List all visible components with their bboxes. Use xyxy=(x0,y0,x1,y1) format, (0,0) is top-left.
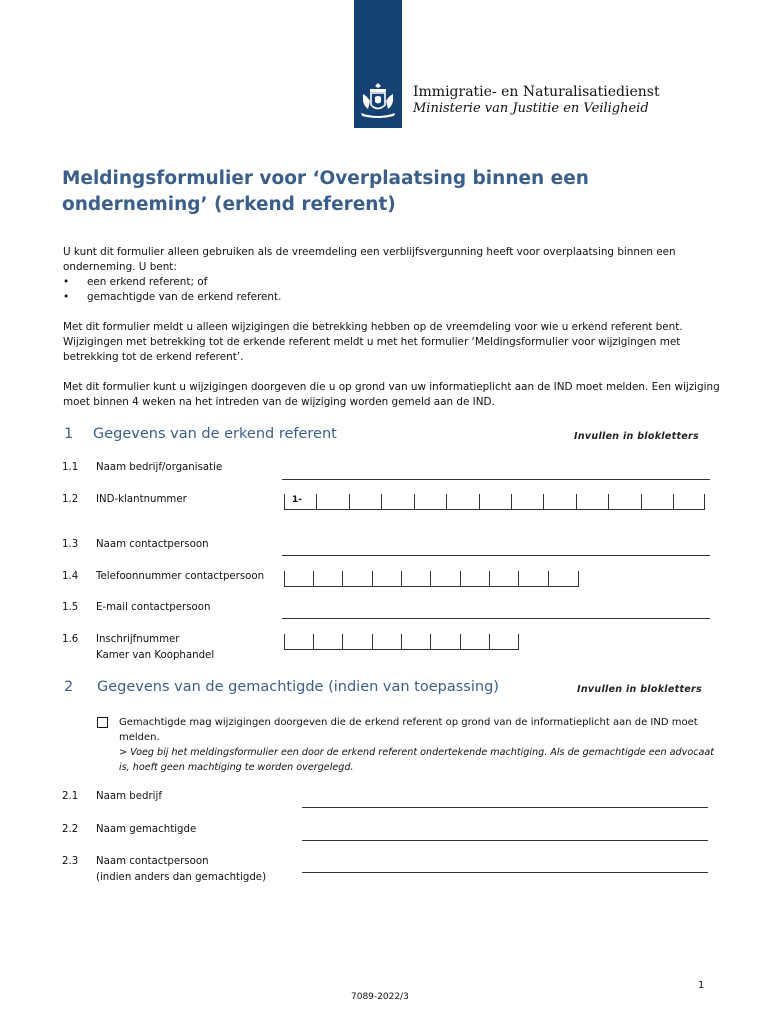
cell-divider xyxy=(576,494,577,509)
cell-divider xyxy=(381,494,382,509)
cell-divider xyxy=(284,571,285,586)
cell-divider xyxy=(316,494,317,509)
authorization-checkbox[interactable] xyxy=(97,717,108,728)
field-label: Naam contactpersoon (indien anders dan gemachtigde) xyxy=(96,856,267,883)
contact-name-field[interactable] xyxy=(282,555,710,556)
coat-of-arms-icon xyxy=(357,80,399,120)
cell-divider xyxy=(414,494,415,509)
section-1-number: 1 xyxy=(64,426,74,442)
cell-divider xyxy=(460,634,461,649)
section-2-title: Gegevens van de gemachtigde (indien van toepassing) xyxy=(97,679,499,695)
cell-divider xyxy=(518,571,519,586)
title-line-1: Meldingsformulier voor ‘Overplaatsing binnen een xyxy=(62,168,589,189)
cell-divider xyxy=(479,494,480,509)
cell-divider xyxy=(548,571,549,586)
cell-divider xyxy=(349,494,350,509)
cell-divider xyxy=(641,494,642,509)
field-number: 1.6 xyxy=(62,634,79,645)
company-name-field[interactable] xyxy=(282,479,710,480)
title-line-2: onderneming’ (erkend referent) xyxy=(62,194,396,215)
cell-divider xyxy=(372,634,373,649)
cell-divider xyxy=(372,571,373,586)
page-number: 1 xyxy=(698,980,705,991)
field-label: Naam contactpersoon xyxy=(96,539,209,550)
field-number: 1.2 xyxy=(62,494,79,505)
cell-divider xyxy=(446,494,447,509)
cell-divider xyxy=(511,494,512,509)
email-field[interactable] xyxy=(282,618,710,619)
field-number: 2.3 xyxy=(62,856,79,867)
cell-divider xyxy=(489,571,490,586)
checkbox-note: > Voeg bij het meldingsformulier een door de erkend referent ondertekende machtiging. Als de gemachtigde een advocaat is, hoeft geen machtiging te worden overgelegd. xyxy=(119,747,714,773)
field-label: Inschrijfnummer Kamer van Koophandel xyxy=(96,634,215,661)
bullet-icon: • xyxy=(63,276,70,288)
bullet-icon: • xyxy=(63,291,70,303)
field-number: 1.3 xyxy=(62,539,79,550)
proxy-company-field[interactable] xyxy=(302,807,708,808)
cell-divider xyxy=(401,634,402,649)
field-number: 1.1 xyxy=(62,462,79,473)
cell-divider xyxy=(543,494,544,509)
intro-paragraph-2: Met dit formulier meldt u alleen wijzigingen die betrekking hebben op de vreemdeling voor wie u erkend referent bent. Wijzigingen met betrekking tot de erkende referent meldt u met het formulier ‘Meldingsformulier voor wijzigingen met betrekking tot de erkend referent’. xyxy=(63,321,683,363)
org-name: Immigratie- en Naturalisatiedienst xyxy=(413,84,660,100)
field-label: Naam bedrijf/organisatie xyxy=(96,462,223,473)
field-label: Naam gemachtigde xyxy=(96,824,197,835)
client-number-field[interactable] xyxy=(284,494,705,510)
field-number: 2.2 xyxy=(62,824,79,835)
section-2-number: 2 xyxy=(64,679,74,695)
checkbox-label: Gemachtigde mag wijzigingen doorgeven die de erkend referent op grond van de informatieplicht aan de IND moet melden. xyxy=(119,717,698,743)
client-number-prefix: 1- xyxy=(292,495,302,505)
field-number: 1.5 xyxy=(62,602,79,613)
field-label: E-mail contactpersoon xyxy=(96,602,211,613)
intro-paragraph-1: U kunt dit formulier alleen gebruiken als de vreemdeling een verblijfsvergunning heeft voor overplaatsing binnen een onderneming. U bent: xyxy=(63,246,676,273)
page-title xyxy=(62,166,702,218)
field-label: IND-klantnummer xyxy=(96,494,187,505)
phone-number-field[interactable] xyxy=(284,571,579,587)
cell-divider xyxy=(673,494,674,509)
section-1-note: Invullen in blokletters xyxy=(574,431,699,442)
field-label: Telefoonnummer contactpersoon xyxy=(96,571,265,582)
form-code: 7089-2022/3 xyxy=(351,992,409,1002)
proxy-contact-field[interactable] xyxy=(302,872,708,873)
cell-divider xyxy=(342,634,343,649)
kvk-number-field[interactable] xyxy=(284,634,519,650)
section-1-title: Gegevens van de erkend referent xyxy=(93,426,337,442)
cell-divider xyxy=(401,571,402,586)
intro-paragraph-3: Met dit formulier kunt u wijzigingen doorgeven die u op grond van uw informatieplicht aan de IND moet melden. Een wijziging moet binnen 4 weken na het intreden van de wijziging worden gemeld aan de IND. xyxy=(63,381,720,408)
cell-divider xyxy=(430,634,431,649)
org-subtitle: Ministerie van Justitie en Veiligheid xyxy=(413,101,649,116)
proxy-name-field[interactable] xyxy=(302,840,708,841)
field-number: 1.4 xyxy=(62,571,79,582)
cell-divider xyxy=(284,494,285,509)
cell-divider xyxy=(313,634,314,649)
cell-divider xyxy=(704,494,705,509)
cell-divider xyxy=(313,571,314,586)
field-label: Naam bedrijf xyxy=(96,791,162,802)
section-2-note: Invullen in blokletters xyxy=(577,684,702,695)
cell-divider xyxy=(460,571,461,586)
cell-divider xyxy=(430,571,431,586)
cell-divider xyxy=(342,571,343,586)
field-number: 2.1 xyxy=(62,791,79,802)
cell-divider xyxy=(608,494,609,509)
cell-divider xyxy=(284,634,285,649)
cell-divider xyxy=(518,634,519,649)
cell-divider xyxy=(578,571,579,586)
cell-divider xyxy=(489,634,490,649)
